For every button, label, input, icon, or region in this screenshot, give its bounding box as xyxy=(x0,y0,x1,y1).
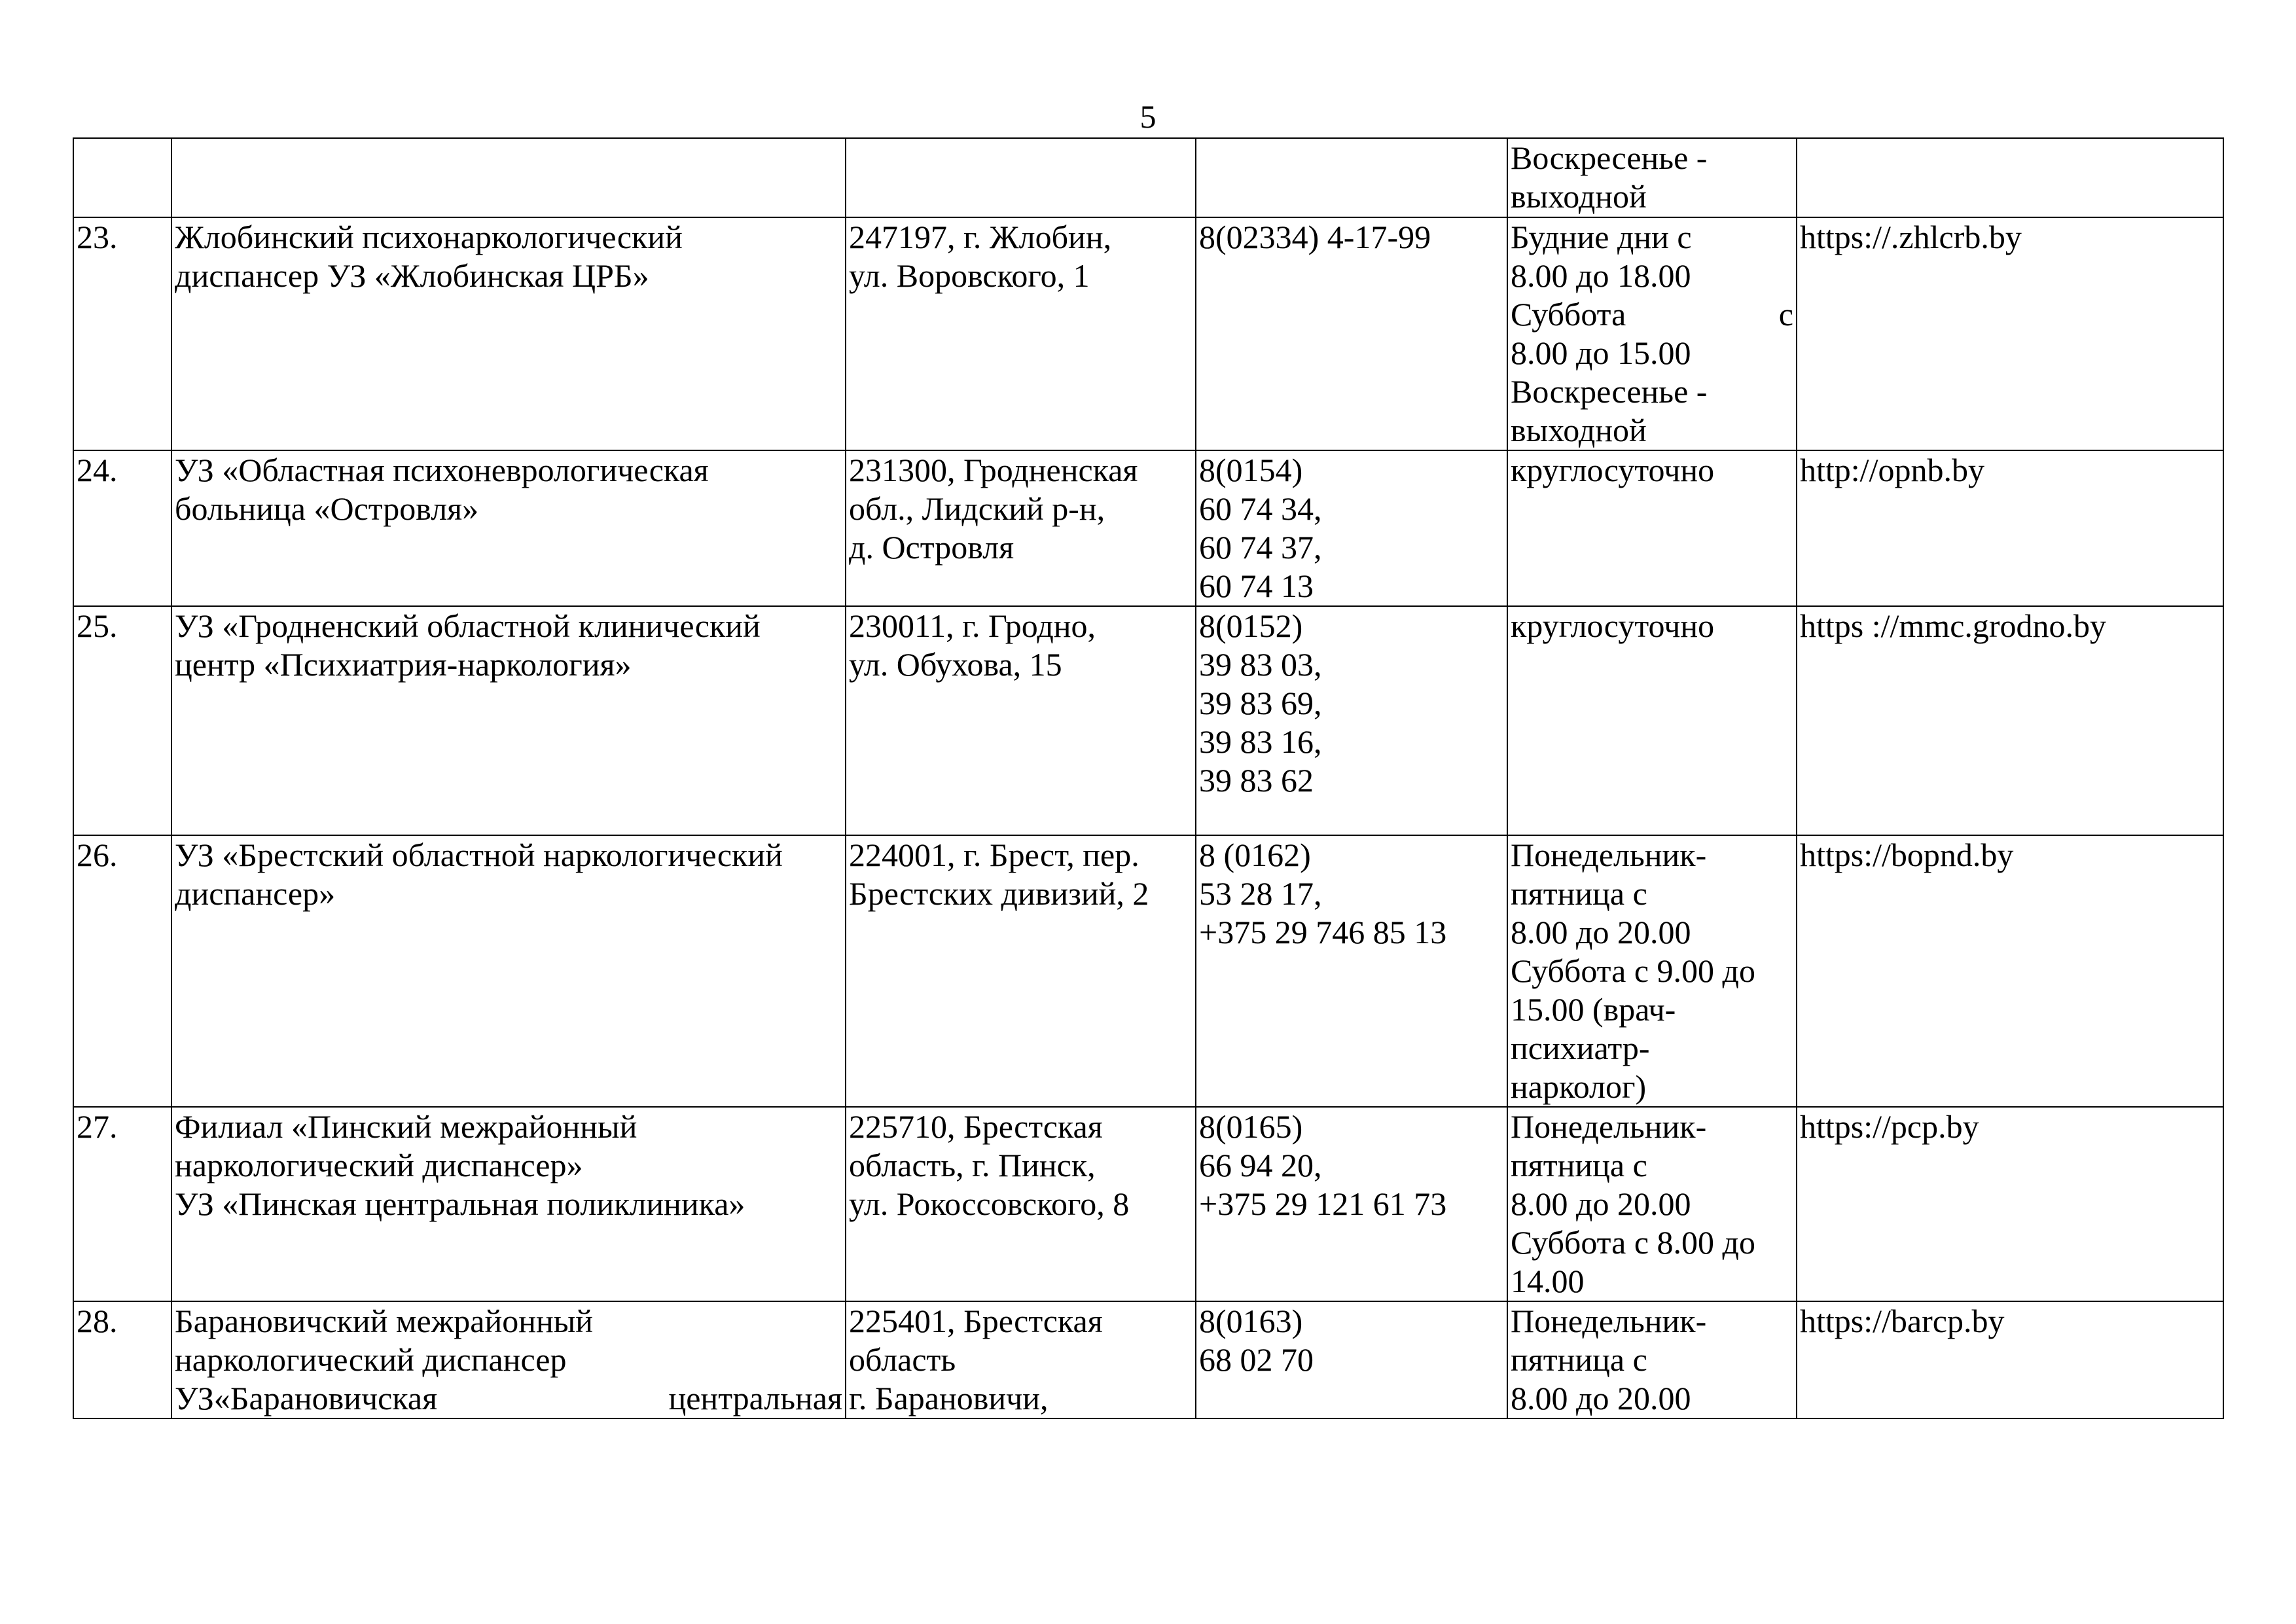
website-cell: https://bopnd.by xyxy=(1797,835,2223,1107)
row-number-cell: 23. xyxy=(73,217,171,450)
address-cell: 224001, г. Брест, пер. Брестских дивизий, 2 xyxy=(846,835,1196,1107)
phone-cell: 8(0165) 66 94 20, +375 29 121 61 73 xyxy=(1196,1107,1507,1301)
website-cell: https://pcp.by xyxy=(1797,1107,2223,1301)
phone-cell: 8(02334) 4-17-99 xyxy=(1196,217,1507,450)
page-number: 5 xyxy=(1139,98,1157,135)
website-cell: http://opnb.by xyxy=(1797,450,2223,606)
table-row xyxy=(73,1107,2223,1301)
institution-name-cell: Филиал «Пинский межрайонный наркологический диспансер» УЗ «Пинская центральная поликлиника» xyxy=(171,1107,846,1301)
address-cell xyxy=(846,138,1196,217)
table-row xyxy=(73,606,2223,835)
phone-cell: 8(0154) 60 74 34, 60 74 37, 60 74 13 xyxy=(1196,450,1507,606)
row-number-cell: 25. xyxy=(73,606,171,835)
institution-name-cell xyxy=(171,138,846,217)
phone-cell: 8(0163) 68 02 70 xyxy=(1196,1301,1507,1418)
working-hours-cell: Понедельник- пятница с 8.00 до 20.00 Суббота с 9.00 до 15.00 (врач- психиатр- нарколог) xyxy=(1507,835,1797,1107)
address-cell: 247197, г. Жлобин, ул. Воровского, 1 xyxy=(846,217,1196,450)
working-hours-cell: круглосуточно xyxy=(1507,450,1797,606)
working-hours-cell: круглосуточно xyxy=(1507,606,1797,835)
institution-name-cell: УЗ «Брестский областной наркологический диспансер» xyxy=(171,835,846,1107)
row-number-cell: 24. xyxy=(73,450,171,606)
address-cell: 225710, Брестская область, г. Пинск, ул. Рокоссовского, 8 xyxy=(846,1107,1196,1301)
table-row xyxy=(73,217,2223,450)
justified-line: УЗ«Барановичская центральная xyxy=(175,1380,842,1416)
website-cell: https ://mmc.grodno.by xyxy=(1797,606,2223,835)
institution-name-cell: УЗ «Областная психоневрологическая больница «Островля» xyxy=(171,450,846,606)
working-hours-cell: Понедельник- пятница с 8.00 до 20.00 xyxy=(1507,1301,1797,1418)
table-row xyxy=(73,835,2223,1107)
institution-name-cell: Барановичский межрайонный наркологический диспансер УЗ«Барановичская центральная xyxy=(171,1301,846,1418)
institution-name-cell: Жлобинский психонаркологический диспансер УЗ «Жлобинская ЦРБ» xyxy=(171,217,846,450)
website-cell: https://.zhlcrb.by xyxy=(1797,217,2223,450)
phone-cell xyxy=(1196,138,1507,217)
address-cell: 225401, Брестская область г. Барановичи, xyxy=(846,1301,1196,1418)
address-cell: 230011, г. Гродно, ул. Обухова, 15 xyxy=(846,606,1196,835)
table-row xyxy=(73,138,2223,217)
website-cell xyxy=(1797,138,2223,217)
working-hours-cell: Понедельник- пятница с 8.00 до 20.00 Суббота с 8.00 до 14.00 xyxy=(1507,1107,1797,1301)
row-number-cell: 26. xyxy=(73,835,171,1107)
justified-line: Суббота с xyxy=(1511,296,1793,333)
phone-cell: 8(0152) 39 83 03, 39 83 69, 39 83 16, 39 83 62 xyxy=(1196,606,1507,835)
phone-cell: 8 (0162) 53 28 17, +375 29 746 85 13 xyxy=(1196,835,1507,1107)
institution-name-cell: УЗ «Гродненский областной клинический центр «Психиатрия-наркология» xyxy=(171,606,846,835)
row-number-cell: 27. xyxy=(73,1107,171,1301)
address-cell: 231300, Гродненская обл., Лидский р-н, д. Островля xyxy=(846,450,1196,606)
working-hours-cell: Будние дни с 8.00 до 18.00 Суббота с 8.00 до 15.00 Воскресенье - выходной xyxy=(1507,217,1797,450)
row-number-cell: 28. xyxy=(73,1301,171,1418)
working-hours-cell: Воскресенье - выходной xyxy=(1507,138,1797,217)
row-number-cell xyxy=(73,138,171,217)
clinics-table xyxy=(73,137,2224,1419)
table-row xyxy=(73,1301,2223,1418)
website-cell: https://barcp.by xyxy=(1797,1301,2223,1418)
table-row xyxy=(73,450,2223,606)
